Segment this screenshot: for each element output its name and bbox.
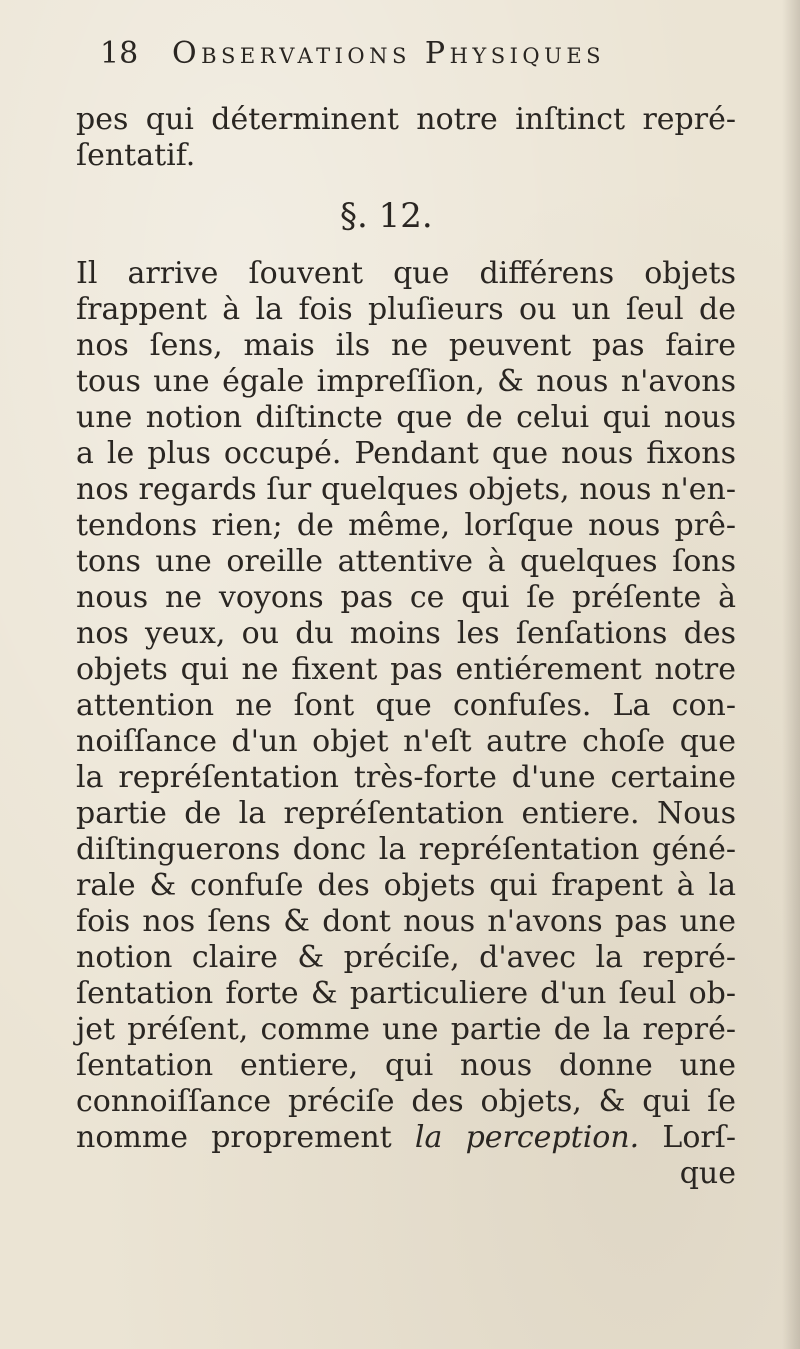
- section-heading: §. 12.: [340, 196, 433, 236]
- text-line: nous ne voyons pas ce qui ſe préſente à: [76, 580, 736, 615]
- running-head: [100, 30, 700, 80]
- text-line: fois nos ſens & dont nous n'avons pas une: [76, 904, 736, 939]
- text-line: tendons rien; de même, lorſque nous prê-: [76, 508, 736, 543]
- text-line: diſtinguerons donc la repréſentation géné-: [76, 832, 736, 867]
- text-run: nomme proprement: [76, 1120, 415, 1155]
- text-line: partie de la repréſentation entiere. Nous: [76, 796, 736, 831]
- text-line: a le plus occupé. Pendant que nous fixons: [76, 436, 736, 471]
- text-line: objets qui ne fixent pas entiérement notre: [76, 652, 736, 687]
- catchword: que: [679, 1156, 736, 1191]
- text-line-final: [76, 1118, 736, 1158]
- text-line: tous une égale impreſſion, & nous n'avons: [76, 364, 736, 399]
- text-run: Lorſ-: [662, 1120, 736, 1155]
- text-line: attention ne ſont que confuſes. La con-: [76, 688, 736, 723]
- emphasized-term: la perception.: [414, 1120, 640, 1155]
- text-line: pes qui déterminent notre inſtinct repré-: [76, 102, 736, 137]
- text-line: la repréſentation très-forte d'une certaine: [76, 760, 736, 795]
- page-number: 18: [100, 36, 139, 71]
- text-line: nos regards ſur quelques objets, nous n'en-: [76, 472, 736, 507]
- text-line: ſentatif.: [76, 138, 196, 173]
- text-line: rale & confuſe des objets qui frapent à la: [76, 868, 736, 903]
- page-edge-shadow: [782, 0, 800, 1349]
- text-line: Il arrive ſouvent que différens objets: [76, 256, 736, 291]
- text-line: une notion diſtincte que de celui qui nous: [76, 400, 736, 435]
- running-title: Observations Physiques: [172, 36, 606, 71]
- text-line: ſentation forte & particuliere d'un ſeul ob-: [76, 976, 736, 1011]
- text-line: nos ſens, mais ils ne peuvent pas faire: [76, 328, 736, 363]
- text-line: tons une oreille attentive à quelques ſons: [76, 544, 736, 579]
- text-line: noiſſance d'un objet n'eſt autre choſe que: [76, 724, 736, 759]
- text-line: nos yeux, ou du moins les ſenſations des: [76, 616, 736, 651]
- text-line: jet préſent, comme une partie de la repré-: [76, 1012, 736, 1047]
- text-line: connoiſſance préciſe des objets, & qui ſe: [76, 1084, 736, 1119]
- text-line: frappent à la fois pluſieurs ou un ſeul de: [76, 292, 736, 327]
- text-line: ſentation entiere, qui nous donne une: [76, 1048, 736, 1083]
- text-line: notion claire & préciſe, d'avec la repré-: [76, 940, 736, 975]
